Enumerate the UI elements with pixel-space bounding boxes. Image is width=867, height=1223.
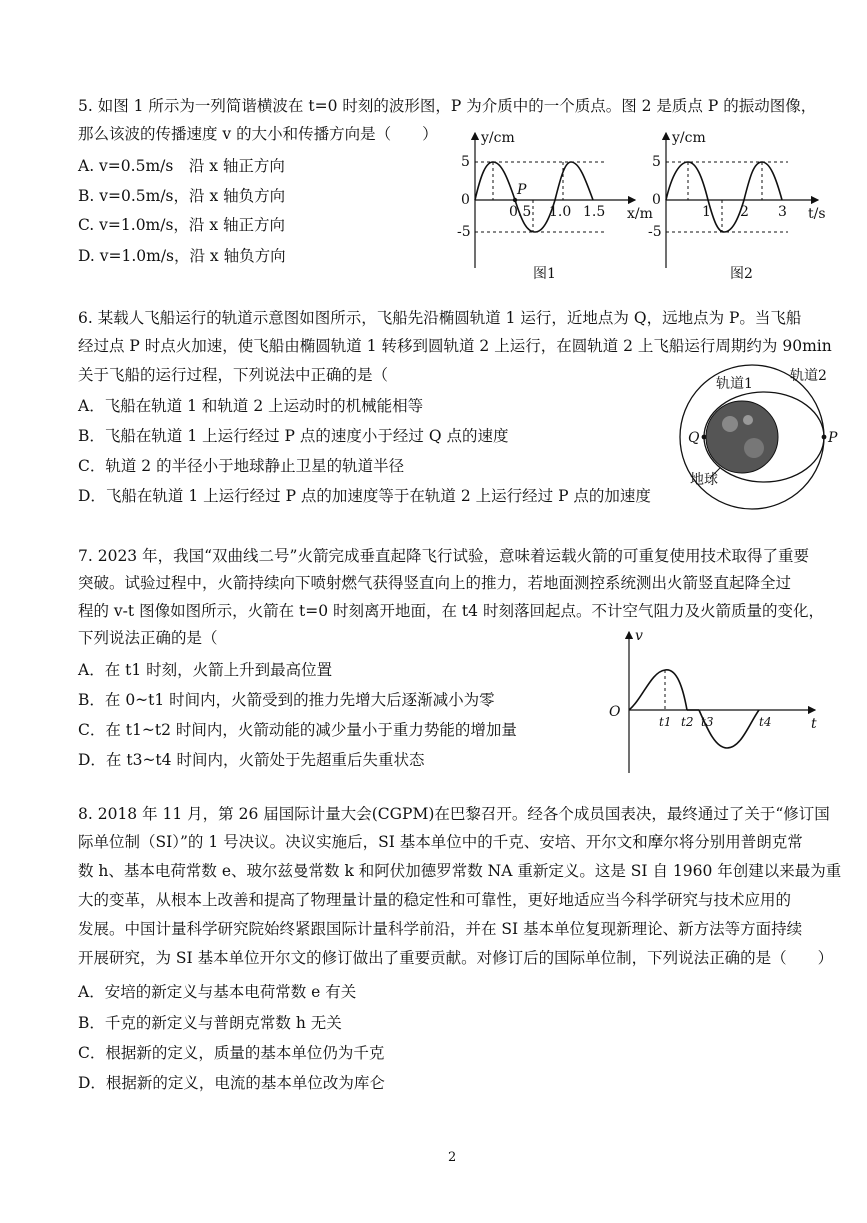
vt-tick-t2: t2 xyxy=(681,715,694,729)
q8-stem-line-2: 际单位制（SI）”的 1 号决议。决议实施后，SI 基本单位中的千克、安培、开尔文和摩尔将分别用普朗克常 xyxy=(78,833,803,851)
fig2-x-tick-3: 3 xyxy=(778,204,787,220)
fig1-y-tick-neg5: -5 xyxy=(457,224,471,240)
vt-origin-label: O xyxy=(609,704,621,720)
q6-option-d: D．飞船在轨道 1 上运行经过 P 点的加速度等于在轨道 2 上运行经过 P 点的加速度 xyxy=(78,487,651,505)
fig1-x-label: x/m xyxy=(627,206,653,222)
q7-option-c: C．在 t1~t2 时间内，火箭动能的减少量小于重力势能的增加量 xyxy=(78,721,517,739)
vt-tick-t3: t3 xyxy=(701,715,714,729)
point-p-label: P xyxy=(828,430,838,446)
q8-stem-line-5: 发展。中国计量科学研究院始终紧跟国际计量科学前沿，并在 SI 基本单位复现新理论、新方法等方面持续 xyxy=(78,920,803,938)
q8-stem-line-3: 数 h、基本电荷常数 e、玻尔兹曼常数 k 和阿伏加德罗常数 NA 重新定义。这是 SI 自 1960 年创建以来最为重 xyxy=(78,862,842,880)
fig1-x-tick-1.5: 1.5 xyxy=(583,204,606,220)
q5-option-d: D. v=1.0m/s，沿 x 轴负方向 xyxy=(78,247,286,265)
q5-stem-line-2: 那么该波的传播速度 v 的大小和传播方向是（ ） xyxy=(78,125,438,143)
vt-t-axis-label: t xyxy=(811,716,817,732)
q7-option-d: D．在 t3~t4 时间内，火箭处于先超重后失重状态 xyxy=(78,751,425,769)
q7-stem-line-3: 程的 v-t 图像如图所示，火箭在 t=0 时刻离开地面，在 t4 时刻落回起点。不计空气阻力及火箭质量的变化， xyxy=(78,602,824,620)
fig2-x-tick-2: 2 xyxy=(740,204,749,220)
q6-option-c: C．轨道 2 的半径小于地球静止卫星的轨道半径 xyxy=(78,457,405,475)
q6-option-a: A．飞船在轨道 1 和轨道 2 上运动时的机械能相等 xyxy=(78,397,424,415)
earth-globe xyxy=(706,401,778,473)
q5-option-a: A. v=0.5m/s 沿 x 轴正方向 xyxy=(78,157,285,175)
fig2-y-tick-neg5: -5 xyxy=(648,224,662,240)
vt-v-axis-label: v xyxy=(635,628,643,644)
q7-vt-graph xyxy=(603,628,823,778)
fig2-x-tick-1: 1 xyxy=(702,204,711,220)
vt-tick-t1: t1 xyxy=(659,715,672,729)
fig2-x-label: t/s xyxy=(808,206,826,222)
q8-option-b: B．千克的新定义与普朗克常数 h 无关 xyxy=(78,1014,342,1032)
q7-stem-line-1: 7. 2023 年，我国“双曲线二号”火箭完成垂直起降飞行试验，意味着运载火箭的可重复使用技术取得了重要 xyxy=(78,547,809,565)
q7-option-b: B．在 0~t1 时间内，火箭受到的推力先增大后逐渐减小为零 xyxy=(78,691,495,709)
fig2-y-label: y/cm xyxy=(672,130,706,146)
q8-stem-line-4: 大的变革，从根本上改善和提高了物理量计量的稳定性和可靠性，更好地适应当今科学研究与技术应用的 xyxy=(78,891,792,909)
fig1-y-label: y/cm xyxy=(481,130,515,146)
q6-stem-line-2: 经过点 P 时点火加速，使飞船由椭圆轨道 1 转移到圆轨道 2 上运行，在圆轨道 2 上飞船运行周期约为 90min xyxy=(78,337,832,355)
fig1-x-tick-1.0: 1.0 xyxy=(549,204,572,220)
fig2-caption: 图2 xyxy=(730,266,753,282)
earth-label: 地球 xyxy=(690,472,718,488)
q6-stem-line-3: 关于飞船的运行过程，下列说法中正确的是（ xyxy=(78,366,389,384)
fig2-y-tick-0: 0 xyxy=(652,192,661,208)
point-q-label: Q xyxy=(688,430,700,446)
q5-figure-1-wave-graph xyxy=(455,128,653,288)
page-number: 2 xyxy=(448,1150,457,1165)
q6-stem-line-1: 6. 某载人飞船运行的轨道示意图如图所示，飞船先沿椭圆轨道 1 运行，近地点为 Q，远地点为 P。当飞船 xyxy=(78,309,802,327)
q8-option-a: A．安培的新定义与基本电荷常数 e 有关 xyxy=(78,983,357,1001)
fig1-y-tick-5: 5 xyxy=(461,154,470,170)
vt-tick-t4: t4 xyxy=(759,715,772,729)
q8-stem-line-6: 开展研究，为 SI 基本单位开尔文的修订做出了重要贡献。对修订后的国际单位制，下列说法正确的是（ ） xyxy=(78,949,834,967)
orbit-1-label: 轨道1 xyxy=(716,376,753,392)
q5-stem-line-1: 5. 如图 1 所示为一列简谐横波在 t=0 时刻的波形图，P 为介质中的一个质点。图 2 是质点 P 的振动图像， xyxy=(78,97,817,115)
q8-option-d: D．根据新的定义，电流的基本单位改为库仑 xyxy=(78,1074,385,1092)
q6-orbit-figure xyxy=(660,362,840,512)
orbit-2-label: 轨道2 xyxy=(790,368,827,384)
q6-option-b: B．飞船在轨道 1 上运行经过 P 点的速度小于经过 Q 点的速度 xyxy=(78,427,509,445)
fig1-caption: 图1 xyxy=(533,266,556,282)
fig1-x-tick-0.5: 0.5 xyxy=(509,204,532,220)
fig1-y-tick-0: 0 xyxy=(461,192,470,208)
q7-option-a: A．在 t1 时刻，火箭上升到最高位置 xyxy=(78,661,333,679)
fig2-y-tick-5: 5 xyxy=(652,154,661,170)
q8-stem-line-1: 8. 2018 年 11 月，第 26 届国际计量大会(CGPM)在巴黎召开。经各个成员国表决，最终通过了关于“修订国 xyxy=(78,805,830,823)
q8-option-c: C．根据新的定义，质量的基本单位仍为千克 xyxy=(78,1044,385,1062)
q7-stem-line-4: 下列说法正确的是（ xyxy=(78,629,218,647)
q5-option-c: C. v=1.0m/s，沿 x 轴正方向 xyxy=(78,216,286,234)
q7-stem-line-2: 突破。试验过程中，火箭持续向下喷射燃气获得竖直向上的推力，若地面测控系统测出火箭竖直起降全过 xyxy=(78,574,792,592)
q5-option-b: B. v=0.5m/s，沿 x 轴负方向 xyxy=(78,187,286,205)
fig1-point-p: P xyxy=(517,182,527,198)
q5-figure-2-vibration-graph xyxy=(648,128,828,288)
